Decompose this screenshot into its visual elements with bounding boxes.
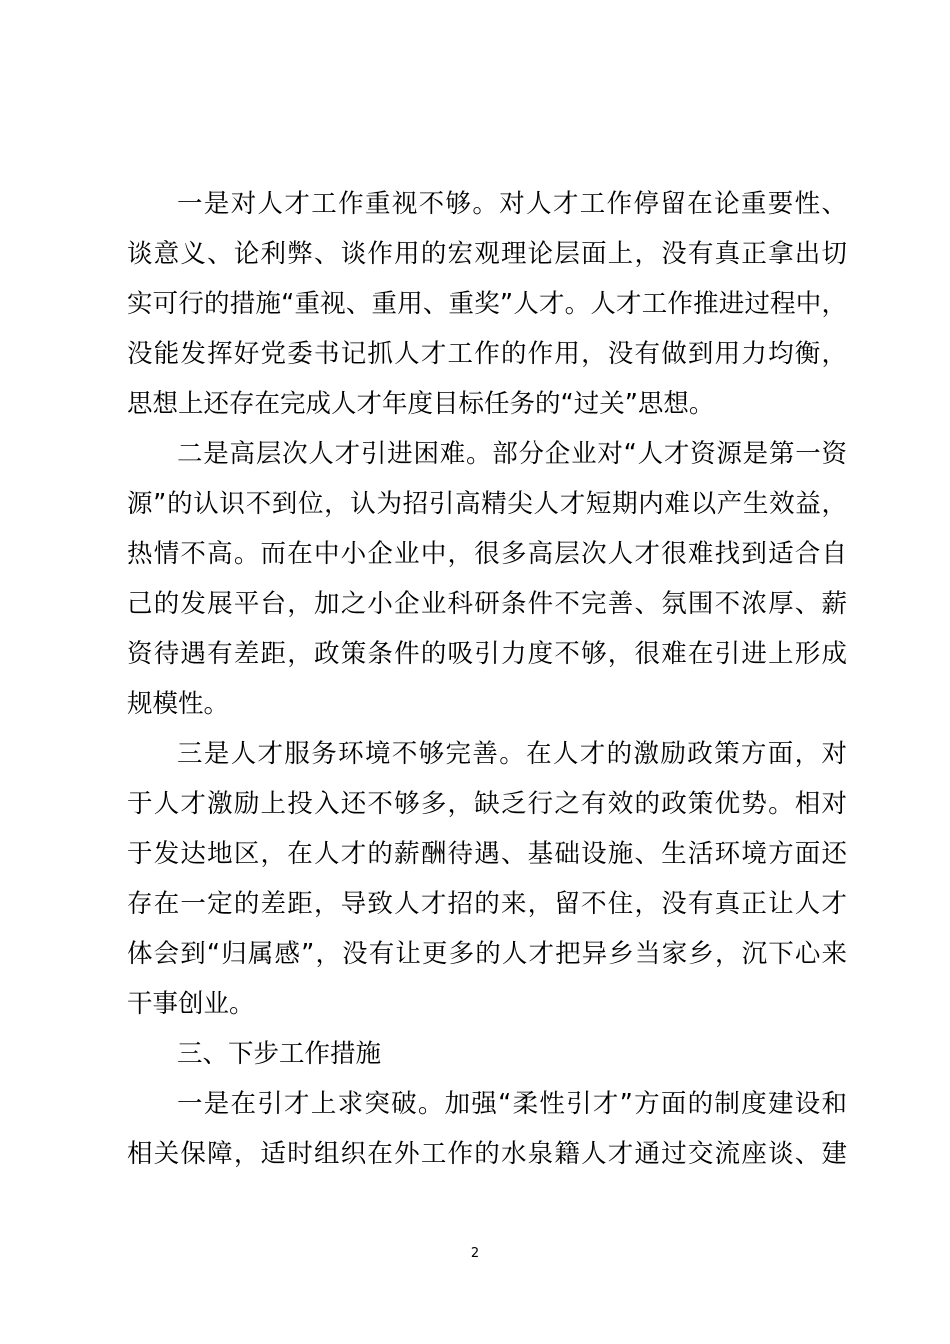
paragraph-2-line-1: 二是高层次人才引进困难。部分企业对“人才资源是第一资 — [177, 439, 847, 469]
paragraph-3-line-5: 体会到“归属感”，没有让更多的人才把异乡当家乡，沉下心来 — [127, 939, 847, 969]
paragraph-4-line-2: 相关保障，适时组织在外工作的水泉籍人才通过交流座谈、建 — [127, 1139, 847, 1169]
paragraph-3-line-6: 干事创业。 — [127, 989, 255, 1019]
paragraph-1-line-4: 没能发挥好党委书记抓人才工作的作用，没有做到用力均衡， — [127, 339, 847, 369]
section-heading: 三、下步工作措施 — [177, 1039, 382, 1069]
paragraph-2-line-2: 源”的认识不到位，认为招引高精尖人才短期内难以产生效益， — [127, 489, 847, 519]
paragraph-3-line-2: 于人才激励上投入还不够多，缺乏行之有效的政策优势。相对 — [127, 789, 847, 819]
page-number: 2 — [470, 1246, 480, 1261]
paragraph-1-line-2: 谈意义、论利弊、谈作用的宏观理论层面上，没有真正拿出切 — [127, 239, 847, 269]
paragraph-1-line-3: 实可行的措施“重视、重用、重奖”人才。人才工作推进过程中， — [127, 289, 847, 319]
paragraph-2-line-5: 资待遇有差距，政策条件的吸引力度不够，很难在引进上形成 — [127, 639, 847, 669]
paragraph-2-line-4: 己的发展平台，加之小企业科研条件不完善、氛围不浓厚、薪 — [127, 589, 847, 619]
paragraph-3-line-4: 存在一定的差距，导致人才招的来，留不住，没有真正让人才 — [127, 889, 847, 919]
paragraph-4-line-1: 一是在引才上求突破。加强“柔性引才”方面的制度建设和 — [177, 1089, 847, 1119]
paragraph-1-line-1: 一是对人才工作重视不够。对人才工作停留在论重要性、 — [177, 189, 847, 219]
paragraph-1-line-5: 思想上还存在完成人才年度目标任务的“过关”思想。 — [127, 389, 715, 419]
paragraph-3-line-3: 于发达地区，在人才的薪酬待遇、基础设施、生活环境方面还 — [127, 839, 847, 869]
paragraph-2-line-6: 规模性。 — [127, 689, 230, 719]
paragraph-2-line-3: 热情不高。而在中小企业中，很多高层次人才很难找到适合自 — [127, 539, 847, 569]
paragraph-3-line-1: 三是人才服务环境不够完善。在人才的激励政策方面，对 — [177, 739, 847, 769]
